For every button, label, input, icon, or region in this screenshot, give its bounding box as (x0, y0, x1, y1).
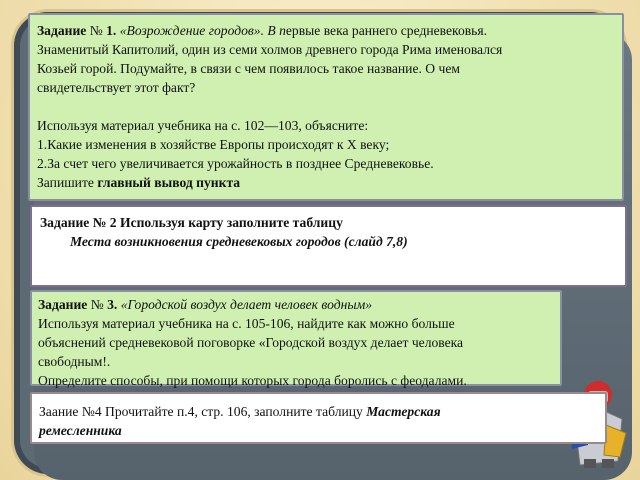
task-1-text-line: 1.Какие изменения в хозяйстве Европы происходят к X веку; (37, 137, 390, 152)
task-4-line-1 (39, 402, 598, 421)
task-4-box (30, 392, 607, 444)
task-1-quote: «Возрождение городов». В п (116, 23, 286, 38)
task-3-number: 3. (107, 297, 118, 312)
task-1-number: 1. (106, 23, 117, 38)
task-3-text-line: объяснений средневековой поговорке «Городской воздух делает человека (38, 335, 464, 350)
task-1-title-rest: ервые века раннего средневековья. (285, 23, 488, 38)
task-1-label: Задание (37, 23, 87, 38)
task-3-label: Задание (38, 297, 88, 312)
task-4-instruction: Заание №4 Прочитайте п.4, стр. 106, заполните таблицу (39, 404, 367, 419)
task-3-title (38, 295, 554, 314)
task-2-title: Задание № 2 Используя карту заполните таблицу (40, 215, 343, 230)
task-1-num-sign: № (86, 23, 107, 38)
task-2-subtitle: Места возникновения средневековых городов (слайд 7,8) (70, 234, 408, 249)
task-3-box (30, 290, 562, 386)
task-1-conclusion-plain: Запишите (37, 175, 98, 190)
task-3-text-line: Определите способы, при помощи которых города боролись с феодалами. (38, 373, 467, 388)
task-3-num-sign: № (87, 297, 108, 312)
task-1-conclusion-bold: главный вывод пункта (97, 175, 241, 190)
task-1-box (28, 13, 624, 201)
task-1-text-line: Знаменитый Капитолий, один из семи холмов древнего города Рима именовался (37, 42, 503, 57)
task-2-box (30, 205, 627, 287)
task-4-line-2: ремесленника (39, 423, 122, 438)
task-1-title (37, 21, 615, 40)
task-1-text-line: Используя материал учебника на с. 102—103, объясните: (37, 118, 369, 133)
task-1-conclusion (37, 173, 615, 192)
task-1-text-line: 2.За счет чего увеличивается урожайность в позднее Средневековье. (37, 156, 434, 171)
task-1-text-line: Козьей горой. Подумайте, в связи с чем появилось такое название. О чем (37, 61, 460, 76)
task-3-text-line: Используя материал учебника на с. 105-106, найдите как можно больше (38, 316, 455, 331)
task-4-emphasis: Мастерская (366, 404, 441, 419)
task-3-quote: «Городской воздух делает человек водным» (117, 297, 373, 312)
task-3-text-line: свободным!. (38, 354, 111, 369)
task-1-text-line: свидетельствует этот факт? (37, 80, 196, 95)
